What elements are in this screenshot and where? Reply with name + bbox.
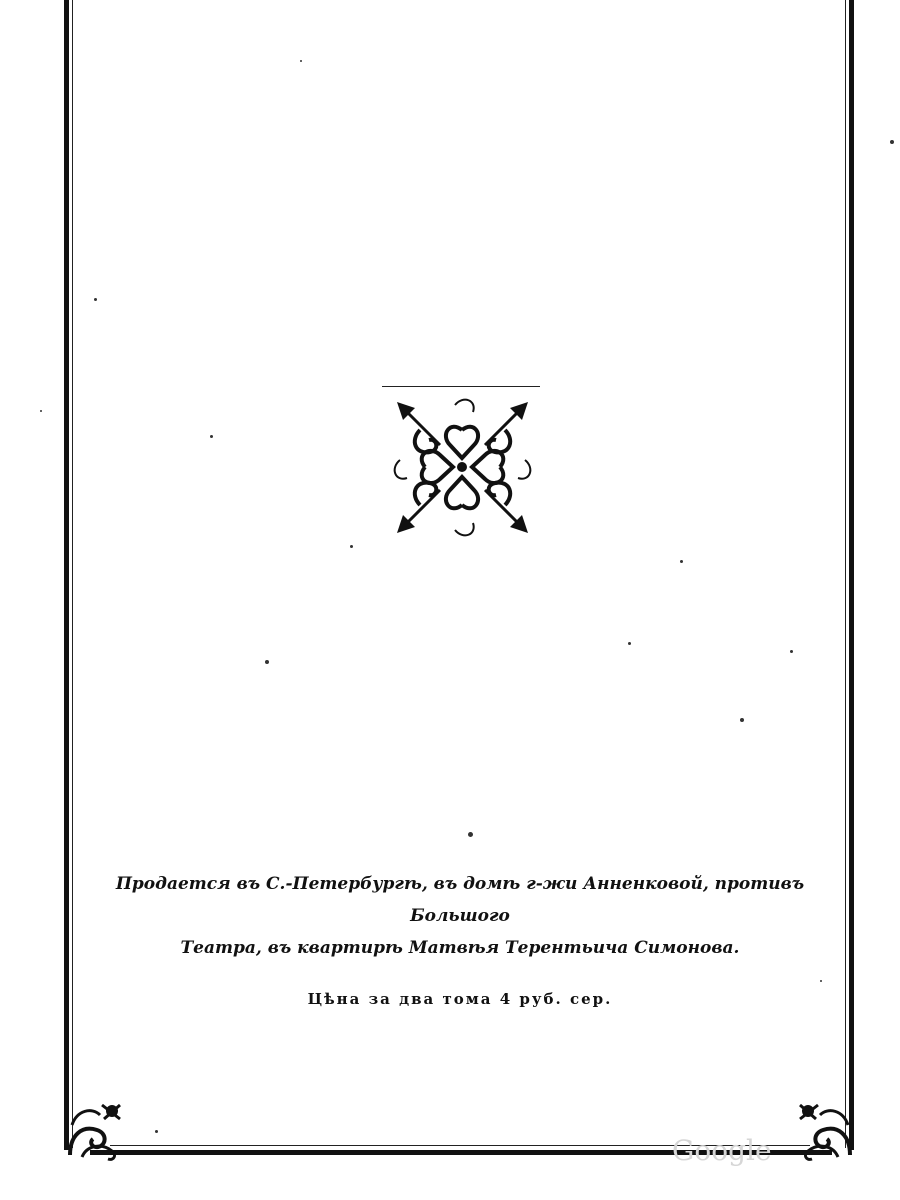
print-speck [350, 545, 353, 548]
google-watermark: Google [672, 1134, 772, 1167]
print-speck [890, 140, 894, 144]
print-speck [628, 642, 631, 645]
print-speck [210, 435, 213, 438]
print-speck [790, 650, 793, 653]
print-speck [680, 560, 683, 563]
corner-flourish-icon [788, 1095, 858, 1165]
corner-flourish-icon [62, 1095, 132, 1165]
print-speck [94, 298, 97, 301]
print-speck [300, 60, 302, 62]
print-speck [468, 832, 473, 837]
frame-left-inner-border [72, 0, 73, 1148]
print-speck [740, 718, 744, 722]
frame-left-border [64, 0, 69, 1150]
price-line: Цѣна за два тома 4 руб. сер. [307, 990, 613, 1008]
print-speck [820, 980, 822, 982]
ornament-rule [382, 386, 540, 387]
ornament-icon [385, 390, 540, 545]
print-speck [265, 660, 269, 664]
imprint-line-1: Продается въ С.-Петербургѣ, въ домѣ г-жи Анненковой, противъ Большого [115, 874, 805, 926]
imprint-text [80, 868, 840, 964]
frame-right-inner-border [845, 0, 846, 1148]
print-speck [40, 410, 42, 412]
imprint-line-2: Театра, въ квартирѣ Матвѣя Терентьича Симонова. [180, 938, 740, 958]
print-speck [155, 1130, 158, 1133]
frame-right-border [849, 0, 854, 1150]
